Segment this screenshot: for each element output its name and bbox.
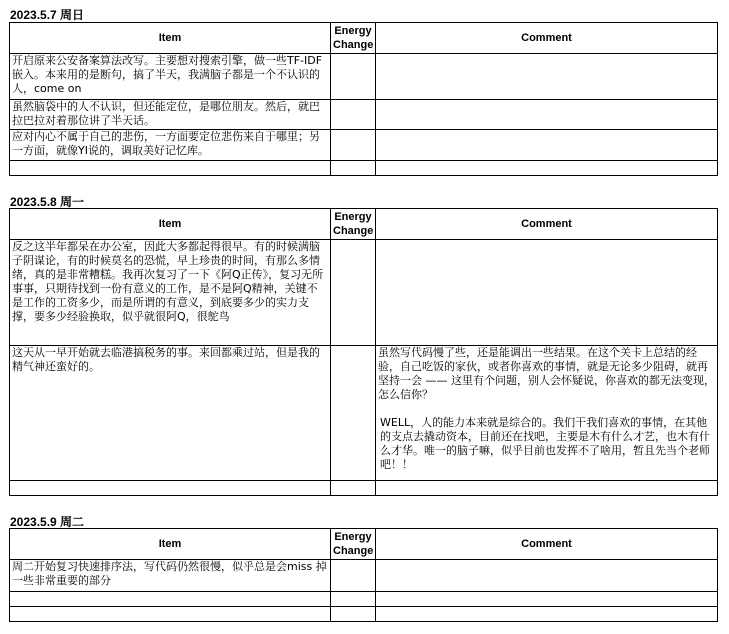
- item-cell: 虽然脑袋中的人不认识，但还能定位，是哪位朋友。然后，就巴拉巴拉对着那位讲了半天话。: [10, 100, 331, 130]
- comment-paragraph: WELL，人的能力本来就是综合的。我们干我们喜欢的事情，在其他的支点去撬动资本，目前还在找吧，主要是木有什么才艺，也木有什么才华。唯一的脑子嘛，似乎目前也发挥不了啥用，暂且先当个老师吧！！: [380, 416, 710, 471]
- comment-cell: [376, 240, 718, 346]
- item-cell: [10, 481, 331, 496]
- comment-cell: [376, 54, 718, 100]
- item-header: Item: [10, 529, 331, 560]
- table-row: [10, 346, 718, 481]
- comment-cell: [376, 560, 718, 592]
- table-row: [10, 240, 718, 346]
- comment-header: Comment: [376, 209, 718, 240]
- energy-cell: [331, 54, 376, 100]
- comment-header: Comment: [376, 23, 718, 54]
- comment-cell: [376, 161, 718, 176]
- item-cell: 周二开始复习快速排序法，写代码仍然很慢，似乎总是会miss 掉一些非常重要的部分: [10, 560, 331, 592]
- date-heading: 2023.5.7 周日: [10, 8, 85, 22]
- item-cell: [10, 592, 331, 607]
- day-table: [9, 22, 718, 176]
- energy-cell: [331, 481, 376, 496]
- table-row: [10, 100, 718, 130]
- day-table: [9, 528, 718, 622]
- comment-cell: [376, 592, 718, 607]
- item-cell: 这天从一早开始就去临港搞税务的事。来回都乘过站，但是我的精气神还蛮好的。: [10, 346, 331, 481]
- table-row: [10, 130, 718, 161]
- energy-cell: [331, 130, 376, 161]
- energy-cell: [331, 592, 376, 607]
- energy-cell: [331, 560, 376, 592]
- energy-cell: [331, 161, 376, 176]
- table-row: [10, 161, 718, 176]
- item-header: Item: [10, 209, 331, 240]
- day-table: [9, 208, 718, 496]
- item-header: Item: [10, 23, 331, 54]
- comment-cell: [376, 100, 718, 130]
- comment-header: Comment: [376, 529, 718, 560]
- table-row: [10, 592, 718, 607]
- item-cell: 反之这半年都呆在办公室，因此大多都起得很早。有的时候满脑子阴谋论，有的时候莫名的恐慌，早上珍贵的时间，有那么多情绪，真的是非常糟糕。我再次复习了一下《阿Q正传》，复习无所事事，只期待找到一份有意义的工作，是不是阿Q精神，关键不是工作的工资多少，而是所谓的有意义，到底要多少的实力支撑，要多少经验换取，似乎就很阿Q，很鸵鸟: [10, 240, 331, 346]
- item-cell: 应对内心不属于自己的悲伤，一方面要定位悲伤来自于哪里；另一方面，就像YI说的，调取美好记忆库。: [10, 130, 331, 161]
- comment-cell: [376, 481, 718, 496]
- comment-paragraph: 虽然写代码慢了些，还是能调出一些结果。在这个关卡上总结的经验，自己吃饭的家伙，或者你喜欢的事情，就是无论多少阻碍，就再坚持一会 —— 这里有个问题，别人会怀疑说，你喜欢的都无法变现，怎么信你？: [378, 346, 715, 401]
- item-cell: 开启原来公安备案算法改写。主要想对搜索引擎，做一些TF-IDF嵌入。本来用的是断句，搞了半天，我满脑子都是一个不认识的人，come on: [10, 54, 331, 100]
- comment-cell: [376, 607, 718, 622]
- table-row: [10, 54, 718, 100]
- date-heading: 2023.5.9 周二: [10, 515, 85, 529]
- table-row: [10, 607, 718, 622]
- comment-cell: [376, 130, 718, 161]
- energy-change-header: Energy Change: [331, 209, 376, 240]
- energy-cell: [331, 607, 376, 622]
- energy-change-header: Energy Change: [331, 23, 376, 54]
- item-cell: [10, 161, 331, 176]
- energy-cell: [331, 240, 376, 346]
- item-cell: [10, 607, 331, 622]
- energy-change-header: Energy Change: [331, 529, 376, 560]
- energy-cell: [331, 346, 376, 481]
- date-heading: 2023.5.8 周一: [10, 195, 85, 209]
- energy-cell: [331, 100, 376, 130]
- comment-cell: [376, 346, 718, 481]
- table-row: [10, 481, 718, 496]
- table-row: [10, 560, 718, 592]
